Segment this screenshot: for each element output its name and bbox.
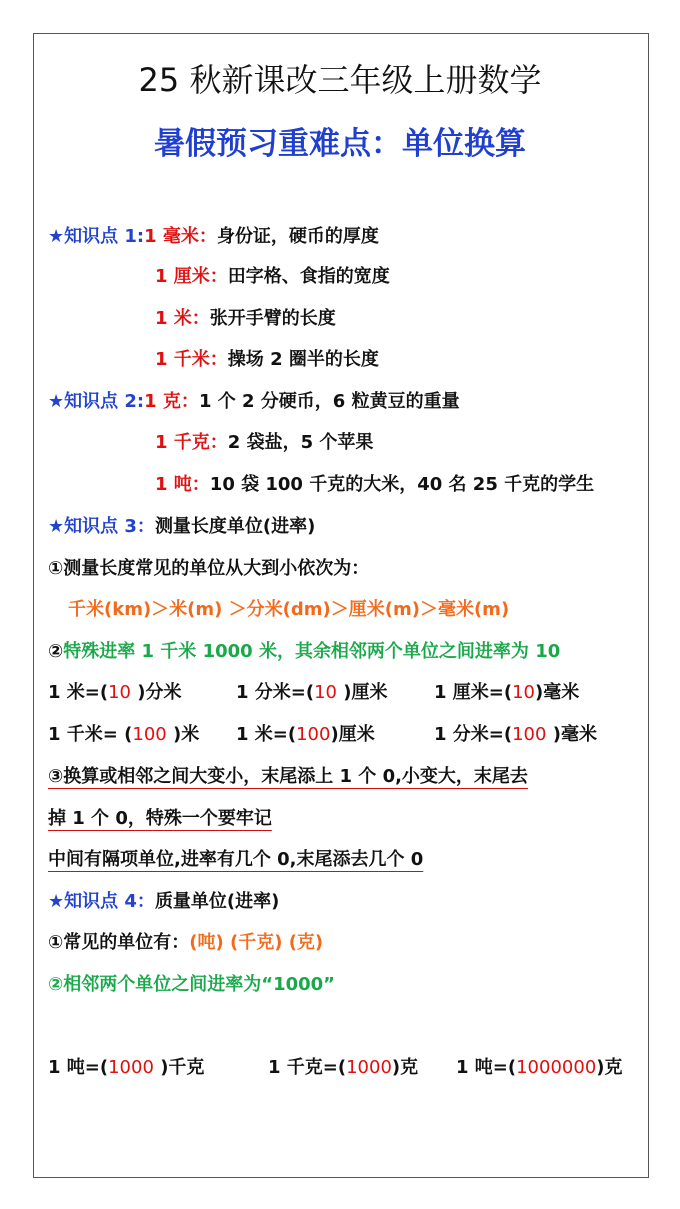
page-title: 25 秋新课改三年级上册数学	[138, 61, 542, 99]
kp2-label: ★知识点 2:	[48, 391, 145, 412]
kp3-order: 千米(km)＞米(m) ＞分米(dm)＞厘米(m)＞毫米(m)	[68, 599, 510, 620]
desc: 10 袋 100 千克的大米，40 名 25 千克的学生	[209, 474, 595, 495]
kp2-item	[155, 473, 594, 497]
desc: 田字格、食指的宽度	[227, 266, 390, 287]
unit: 1 吨：	[155, 474, 210, 495]
eq: 1 分米=(100 )毫米	[434, 724, 597, 745]
unit: 1 千克：	[155, 432, 228, 453]
unit: 1 毫米：	[144, 226, 217, 247]
desc: 1 个 2 分硬币，6 粒黄豆的重量	[198, 391, 460, 412]
kp4-heading	[48, 890, 279, 914]
kp4-p2: ②相邻两个单位之间进率为“1000”	[48, 974, 335, 995]
eq: 1 米=(100)厘米	[236, 724, 375, 745]
desc: 操场 2 圈半的长度	[227, 349, 379, 370]
kp3-p3: 掉 1 个 0，特殊一个要牢记	[48, 808, 272, 829]
eq: 1 千米= (100 )米	[48, 724, 200, 745]
unit: 1 克：	[144, 391, 199, 412]
unit: 1 厘米：	[155, 266, 228, 287]
kp4-label: ★知识点 4：	[48, 891, 155, 912]
eq: 1 分米=(10 )厘米	[236, 682, 388, 703]
kp1-item	[155, 265, 390, 289]
eq: 1 厘米=(10)毫米	[434, 682, 580, 703]
kp3-p3: ③换算或相邻之间大变小，末尾添上 1 个 0,小变大，末尾去	[48, 766, 528, 787]
eq-row	[48, 1056, 623, 1080]
kp3-p1: ①测量长度常见的单位从大到小依次为：	[48, 558, 370, 579]
desc: 张开手臂的长度	[209, 308, 336, 329]
eq: 1 米=(10 )分米	[48, 682, 182, 703]
kp3-label: ★知识点 3：	[48, 516, 155, 537]
kp4-p1: ①常见的单位有：(吨) (千克) (克)	[48, 932, 324, 953]
page-subtitle: 暑假预习重难点：单位换算	[154, 126, 526, 162]
mark: ②	[48, 641, 64, 662]
eq-row	[48, 681, 580, 705]
kp1-item	[155, 348, 379, 372]
kp4-title: 质量单位(进率)	[154, 891, 280, 912]
eq: 1 吨=(1000000)克	[456, 1057, 623, 1078]
kp3-p2-text: 特殊进率 1 千米 1000 米，其余相邻两个单位之间进率为 10	[63, 641, 561, 662]
desc: 身份证，硬币的厚度	[216, 226, 379, 247]
unit: 1 米：	[155, 308, 210, 329]
eq: 1 千克=(1000)克	[268, 1057, 419, 1078]
kp1-item	[155, 307, 336, 331]
kp3-p2	[48, 640, 560, 664]
units: (吨) (千克) (克)	[189, 932, 324, 953]
unit: 1 千米：	[155, 349, 228, 370]
kp2-item	[155, 431, 373, 455]
kp1-label: ★知识点 1:	[48, 226, 145, 247]
eq: 1 吨=(1000 )千克	[48, 1057, 205, 1078]
desc: 2 袋盐，5 个苹果	[227, 432, 374, 453]
kp2-line	[48, 390, 460, 414]
kp3-title: 测量长度单位(进率)	[154, 516, 316, 537]
eq-row	[48, 723, 597, 747]
kp1-line	[48, 225, 379, 249]
kp3-heading	[48, 515, 315, 539]
kp3-p3: 中间有隔项单位,进率有几个 0,末尾添去几个 0	[48, 849, 424, 870]
